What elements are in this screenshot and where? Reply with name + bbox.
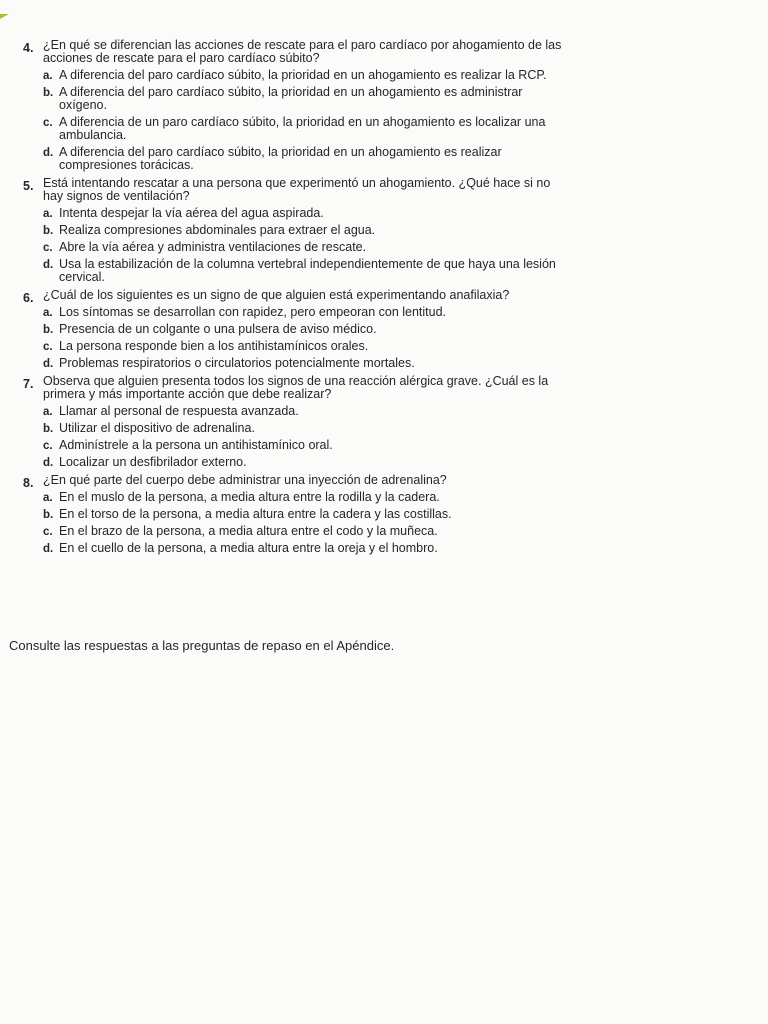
option-text: Intenta despejar la vía aérea del agua aspirada. xyxy=(59,206,324,220)
question-number: 6. xyxy=(23,291,34,305)
option-letter: d. xyxy=(43,358,54,370)
question-text: ¿En qué parte del cuerpo debe administrar una inyección de adrenalina? xyxy=(43,473,447,487)
question-text: ¿En qué se diferencian las acciones de rescate para el paro cardíaco por ahogamiento de las acciones de rescate para el paro cardíaco súbito? xyxy=(43,38,562,65)
option-list xyxy=(43,491,563,555)
option-text: A diferencia de un paro cardíaco súbito, la prioridad en un ahogamiento es localizar una ambulancia. xyxy=(59,115,546,142)
option-b xyxy=(43,322,563,336)
option-text: En el cuello de la persona, a media altura entre la oreja y el hombro. xyxy=(59,541,438,555)
question-number: 4. xyxy=(23,41,34,55)
option-list xyxy=(43,69,563,172)
option-letter: a. xyxy=(43,70,53,82)
option-text: Presencia de un colgante o una pulsera de aviso médico. xyxy=(59,322,377,336)
option-letter: c. xyxy=(43,242,53,254)
option-a xyxy=(43,206,563,220)
option-d xyxy=(43,356,563,370)
option-text: Realiza compresiones abdominales para extraer el agua. xyxy=(59,223,376,237)
option-letter: b. xyxy=(43,423,54,435)
option-a xyxy=(43,490,563,504)
option-list xyxy=(43,405,563,469)
answers-reference-note: Consulte las respuestas a las preguntas de repaso en el Apéndice. xyxy=(9,638,395,653)
option-text: Usa la estabilización de la columna vertebral independientemente de que haya una lesión cervical. xyxy=(59,257,556,284)
option-c xyxy=(43,524,563,538)
question-4 xyxy=(23,38,563,172)
option-letter: d. xyxy=(43,543,54,555)
option-c xyxy=(43,115,563,142)
option-b xyxy=(43,421,563,435)
option-a xyxy=(43,68,563,82)
question-6 xyxy=(23,288,563,370)
question-7 xyxy=(23,374,563,469)
option-c xyxy=(43,339,563,353)
question-text: Está intentando rescatar a una persona que experimentó un ahogamiento. ¿Qué hace si no hay signos de ventilación? xyxy=(43,176,551,203)
option-letter: b. xyxy=(43,509,54,521)
option-letter: b. xyxy=(43,225,54,237)
option-c xyxy=(43,240,563,254)
option-d xyxy=(43,541,563,555)
option-letter: d. xyxy=(43,147,54,159)
option-text: A diferencia del paro cardíaco súbito, la prioridad en un ahogamiento es realizar compresiones torácicas. xyxy=(59,145,502,172)
option-letter: a. xyxy=(43,406,53,418)
option-d xyxy=(43,145,563,172)
option-letter: c. xyxy=(43,526,53,538)
option-text: Los síntomas se desarrollan con rapidez, pero empeoran con lentitud. xyxy=(59,305,447,319)
option-text: Localizar un desfibrilador externo. xyxy=(59,455,247,469)
question-text: ¿Cuál de los siguientes es un signo de que alguien está experimentando anafilaxia? xyxy=(43,288,510,302)
option-text: Utilizar el dispositivo de adrenalina. xyxy=(59,421,255,435)
question-5 xyxy=(23,176,563,284)
option-text: Llamar al personal de respuesta avanzada. xyxy=(59,404,299,418)
option-text: Abre la vía aérea y administra ventilaciones de rescate. xyxy=(59,240,367,254)
option-text: En el torso de la persona, a media altura entre la cadera y las costillas. xyxy=(59,507,452,521)
option-text: A diferencia del paro cardíaco súbito, la prioridad en un ahogamiento es administrar oxígeno. xyxy=(59,85,523,112)
question-8 xyxy=(23,473,563,555)
option-text: En el brazo de la persona, a media altura entre el codo y la muñeca. xyxy=(59,524,438,538)
option-a xyxy=(43,305,563,319)
question-number: 8. xyxy=(23,476,34,490)
option-c xyxy=(43,438,563,452)
option-list xyxy=(43,306,563,370)
question-number: 5. xyxy=(23,179,34,193)
option-letter: b. xyxy=(43,324,54,336)
option-list xyxy=(43,207,563,284)
review-questions xyxy=(0,38,768,653)
option-b xyxy=(43,223,563,237)
question-number: 7. xyxy=(23,377,34,391)
option-letter: a. xyxy=(43,307,53,319)
option-text: Adminístrele a la persona un antihistamínico oral. xyxy=(59,438,333,452)
question-text: Observa que alguien presenta todos los signos de una reacción alérgica grave. ¿Cuál es la primera y más importante acción que debe realizar? xyxy=(43,374,549,401)
option-letter: d. xyxy=(43,259,54,271)
option-a xyxy=(43,404,563,418)
option-text: A diferencia del paro cardíaco súbito, la prioridad en un ahogamiento es realizar la RCP. xyxy=(59,68,547,82)
option-letter: c. xyxy=(43,440,53,452)
option-text: Problemas respiratorios o circulatorios potencialmente mortales. xyxy=(59,356,415,370)
option-text: En el muslo de la persona, a media altura entre la rodilla y la cadera. xyxy=(59,490,440,504)
option-letter: a. xyxy=(43,208,53,220)
option-letter: a. xyxy=(43,492,53,504)
option-text: La persona responde bien a los antihistamínicos orales. xyxy=(59,339,369,353)
option-letter: d. xyxy=(43,457,54,469)
option-d xyxy=(43,257,563,284)
option-b xyxy=(43,507,563,521)
option-letter: b. xyxy=(43,87,54,99)
option-letter: c. xyxy=(43,117,53,129)
option-b xyxy=(43,85,563,112)
option-d xyxy=(43,455,563,469)
option-letter: c. xyxy=(43,341,53,353)
corner-mark xyxy=(0,14,9,19)
